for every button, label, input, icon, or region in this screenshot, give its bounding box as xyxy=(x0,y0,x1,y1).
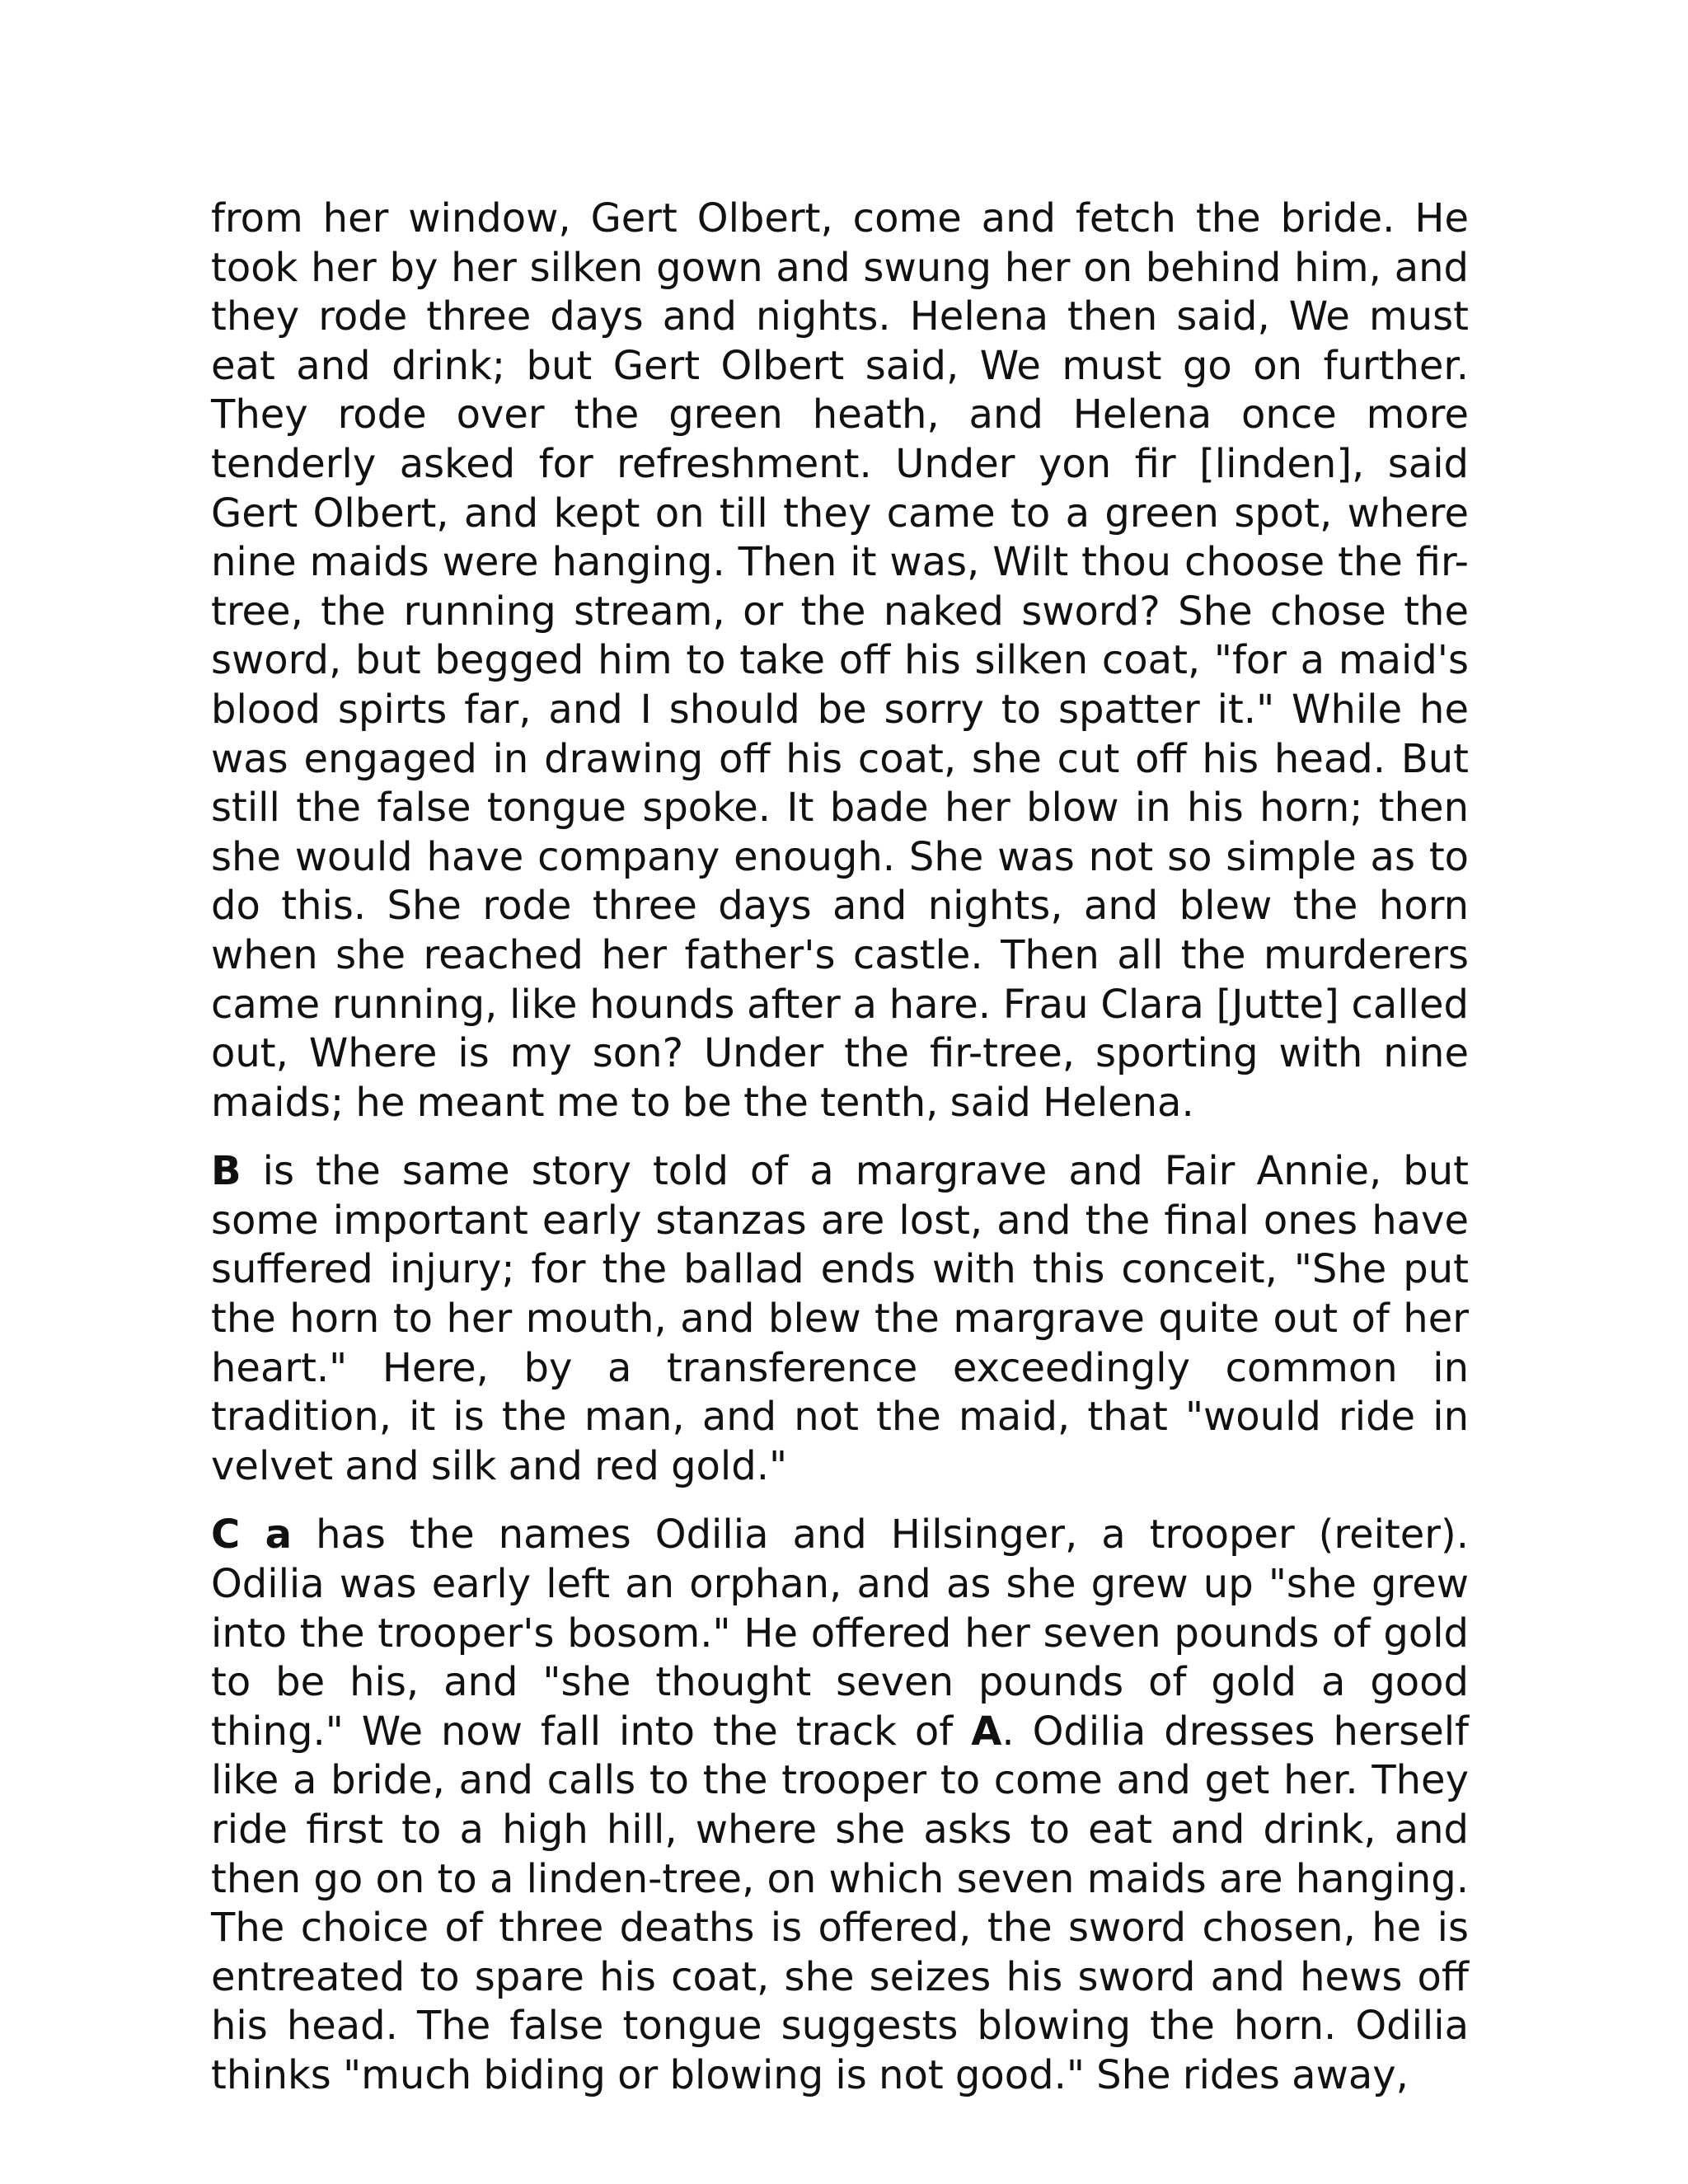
paragraph-version-b xyxy=(211,1147,1469,1491)
document-page xyxy=(211,194,1469,2101)
version-label-c-a: C a xyxy=(211,1511,293,1558)
text-run: from her window, Gert Olbert, come and fetch the bride. He took her by her silken gown and swung her on behind him, and they rode three days and nights. Helena then said, We must eat and drink; but Gert Olbert said, We must go on further. They rode over the green heath, and Helena once more tenderly asked for refreshment. Under yon fir [linden], said Gert Olbert, and kept on till they came to a green spot, where nine maids were hanging. Then it was, Wilt thou choose the fir-tree, the running stream, or the naked sword? She chose the sword, but begged him to take off his silken coat, "for a maid's blood spirts far, and I should be sorry to spatter it." While he was engaged in drawing off his coat, she cut off his head. But still the false tongue spoke. It bade her blow in his horn; then she would have company enough. She was not so simple as to do this. She rode three days and nights, and blew the horn when she reached her father's castle. Then all the murderers came running, like hounds after a hare. Frau Clara [Jutte] called out, Where is my son? Under the fir-tree, sporting with nine maids; he meant me to be the tenth, said Helena. xyxy=(211,195,1469,1126)
version-reference-a: A xyxy=(971,1708,1002,1755)
text-run: . Odilia dresses herself like a bride, and calls to the trooper to come and get her. They ride first to a high hill, where she asks to eat and drink, and then go on to a linden-tree, on which seven maids are hanging. The choice of three deaths is offered, the sword chosen, he is entreated to spare his coat, she seizes his sword and hews off his head. The false tongue suggests blowing the horn. Odilia thinks "much biding or blowing is not good." She rides away, xyxy=(211,1708,1469,2098)
paragraph-version-c-a xyxy=(211,1511,1469,2100)
text-run: is the same story told of a margrave and Fair Annie, but some important early stanzas are lost, and the final ones have suffered injury; for the ballad ends with this conceit, "She put the horn to her mouth, and blew the margrave quite out of her heart." Here, by a transference exceedingly common in tradition, it is the man, and not the maid, that "would ride in velvet and silk and red gold." xyxy=(211,1148,1469,1489)
version-label-b: B xyxy=(211,1148,241,1195)
paragraph-gert-olbert xyxy=(211,194,1469,1127)
text-run: has the names Odilia and Hilsinger, a trooper (reiter). Odilia was early left an orphan, and as she grew up "she grew into the trooper's bosom." He offered her seven pounds of gold to be his, and "she thought seven pounds of gold a good thing." We now fall into the track of xyxy=(211,1511,1470,1755)
